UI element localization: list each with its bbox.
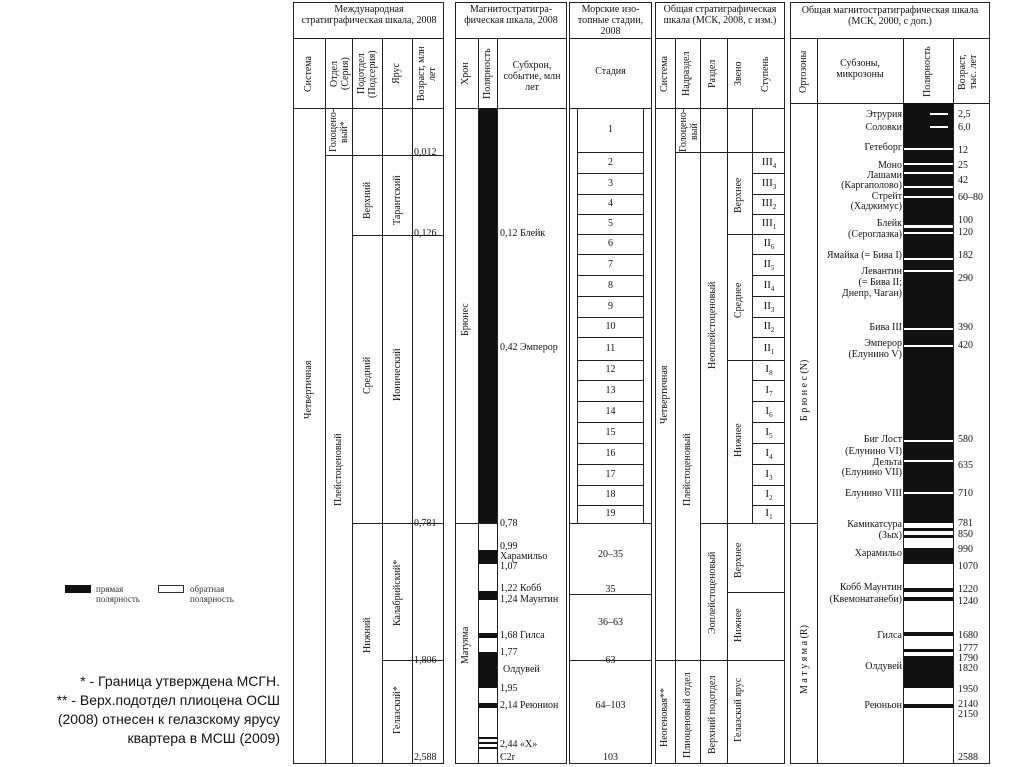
mis-stage-label: 14 <box>605 406 616 417</box>
col5-age-label: 1820 <box>958 663 978 674</box>
step-index: 4 <box>772 162 777 171</box>
mis-stage-label: 17 <box>605 469 616 480</box>
step-roman: II <box>763 300 771 312</box>
step-index: 2 <box>769 494 773 503</box>
step-roman: II <box>763 320 771 332</box>
col2-event-blake: 0,12 Блейк <box>500 228 546 239</box>
col2-h-subchron: Субхрон, событие, млн лет <box>503 60 561 93</box>
col4-gelasian: Гелазский ярус <box>733 677 744 743</box>
col5-polarity-break <box>904 492 953 494</box>
step-label <box>753 321 785 336</box>
col4-title: Общая стратиграфическая шкала (МСК, 2008, с изм.) <box>663 4 777 26</box>
col5-polarity-kamikatsura <box>904 528 953 531</box>
col5-subzone-label: Моно <box>878 160 902 171</box>
legend-direct-label: прямая полярность <box>96 584 140 604</box>
mis-stage-label: 3 <box>608 178 613 189</box>
footnotes <box>12 672 280 748</box>
col5-matuyama: М а т у я м а (R) <box>799 625 810 695</box>
col5-subzone-label: Соловки <box>865 122 902 133</box>
col5-subzone-label: Гетеборг <box>864 142 902 153</box>
col4-pleistocene: Плейстоценовый <box>682 433 693 507</box>
col2-polarity-x3 <box>479 747 497 749</box>
step-index: 4 <box>769 453 773 462</box>
col1-middle: Средний <box>362 356 373 394</box>
step-roman: I <box>765 447 770 459</box>
col4-holocene: Голоцено-вый <box>678 108 700 152</box>
legend-reverse-swatch <box>158 585 184 593</box>
col2-polarity-x2 <box>479 742 497 744</box>
col5-subzone-label: Елунино VIII <box>845 488 902 499</box>
mis-stage-label: 12 <box>605 364 616 375</box>
step-roman: II <box>763 258 771 270</box>
step-index: 3 <box>769 474 773 483</box>
col5-age-label: 182 <box>958 250 973 261</box>
step-index: 4 <box>770 285 775 294</box>
col3-range-2: 35 <box>605 584 616 595</box>
col5-polarity-zyh <box>904 535 953 538</box>
col4-h-system: Система <box>659 56 670 92</box>
col5-age-label: 1950 <box>958 684 978 695</box>
col3-range-4: 63 <box>605 655 616 666</box>
col5-age-label: 580 <box>958 434 973 445</box>
col2-brunhes: Брюнес <box>460 303 471 337</box>
footnote-1: * - Граница утверждена МСГН. <box>80 673 280 689</box>
col5-subzone-label: Левантин <box>861 266 902 277</box>
col5-polarity-break <box>904 225 953 228</box>
step-label <box>753 259 785 274</box>
col1-holocene: Голоцено-вый* <box>328 108 350 152</box>
step-roman: I <box>765 384 770 396</box>
mis-stage-label: 10 <box>605 321 616 332</box>
col4-h-dept: Раздел <box>707 59 718 89</box>
col1-upper: Верхний <box>362 181 373 219</box>
step-index: 3 <box>772 183 777 192</box>
col5-polarity-1777 <box>904 649 953 652</box>
step-label <box>753 508 785 523</box>
col4-upper-pliocene: Верхний подотдел <box>707 675 718 754</box>
col4-neogene: Неогеновая** <box>659 687 670 748</box>
col5-age-label: 12 <box>958 145 968 156</box>
col5-polarity-break <box>904 148 953 150</box>
col2-matuyama: Матуяма <box>460 626 471 664</box>
step-roman: II <box>763 342 771 354</box>
col5-subzone-label: (Сероглазка) <box>847 229 902 240</box>
step-roman: III <box>761 217 773 229</box>
step-label <box>753 448 785 463</box>
col5-subzone-label: Гилса <box>877 630 902 641</box>
col1-h-subdept: Подотдел (Подсерия) <box>356 50 378 98</box>
col1-age-5: 2,588 <box>414 752 437 763</box>
col1-h-system: Система <box>303 56 314 92</box>
col5-polarity-break <box>904 196 953 198</box>
footnote-4: квартера в МСШ (2009) <box>127 730 280 746</box>
col4-neopleistocene: Неоплейстоценовый <box>707 281 718 369</box>
step-roman: I <box>765 363 770 375</box>
step-label <box>753 385 785 400</box>
col2-event-jaramillo: Харамильо <box>500 551 548 562</box>
step-index: 5 <box>770 264 775 273</box>
col4-middle-n: Среднее <box>733 282 744 318</box>
col1-age-1: 0,012 <box>414 147 437 158</box>
col5-age-label: 290 <box>958 273 973 284</box>
col5-age-label: 1680 <box>958 630 978 641</box>
col5-polarity-mountain <box>904 597 953 601</box>
step-label <box>753 301 785 316</box>
col5-subzone-label: Ямайка (= Бива I) <box>826 250 902 261</box>
mis-stage-label: 4 <box>608 198 613 209</box>
col5-age-label: 120 <box>958 227 973 238</box>
col5-age-label: 781 <box>958 518 973 529</box>
legend-reverse-label: обратная полярность <box>190 584 234 604</box>
col5-polarity-break <box>904 460 953 462</box>
mis-stage-label: 11 <box>605 343 616 354</box>
mis-stage-label: 15 <box>605 427 616 438</box>
col5-polarity-olduvai <box>904 656 953 688</box>
mis-stage-label: 18 <box>605 489 616 500</box>
step-index: 6 <box>769 411 773 420</box>
col2-event-099: 0,99 <box>500 541 518 552</box>
col1-age-4: 1,806 <box>414 655 437 666</box>
col2-event-mountain: 1,24 Маунтин <box>500 594 559 605</box>
step-roman: I <box>765 488 770 500</box>
col3-range-6: 103 <box>603 752 618 763</box>
col5-age-label: 990 <box>958 544 973 555</box>
step-roman: III <box>761 156 773 168</box>
col5-subzone-label: Кобб Маунтин <box>839 582 902 593</box>
col2-event-c2r: C2r <box>500 752 515 763</box>
mis-stage-label: 19 <box>605 508 616 519</box>
col5-subzone-label: (Зых) <box>878 530 902 541</box>
step-label <box>753 198 785 213</box>
step-roman: I <box>765 405 770 417</box>
col5-polarity-break <box>904 232 953 234</box>
step-label <box>753 238 785 253</box>
col5-polarity-break <box>904 163 953 165</box>
col1-gelasian: Гелазский* <box>392 686 403 734</box>
col2-event-emperor: 0,42 Эмперор <box>500 342 558 353</box>
col5-subzone-label: (Каргаполово) <box>841 180 902 191</box>
col4-upper-n: Верхнее <box>733 177 744 213</box>
col5-polarity-break <box>904 328 953 330</box>
step-index: 6 <box>770 243 775 252</box>
mis-stage-label: 5 <box>608 218 613 229</box>
col5-age-label: 1220 <box>958 584 978 595</box>
mis-stage-label: 13 <box>605 385 616 396</box>
col5-subzone-label: Дельта <box>872 457 902 468</box>
col5-age-label: 420 <box>958 340 973 351</box>
col1-h-dept: Отдел (Серия) <box>329 57 351 91</box>
col5-age-label: 1070 <box>958 561 978 572</box>
step-label <box>753 489 785 504</box>
col2-h-chron: Хрон <box>460 62 471 86</box>
col5-age-label: 390 <box>958 322 973 333</box>
col5-age-label: 1240 <box>958 596 978 607</box>
col5-subzone-label: (Квемонатанеби) <box>829 594 902 605</box>
step-index: 8 <box>769 369 773 378</box>
col5-age-label: 635 <box>958 460 973 471</box>
col2-event-cobb: 1,22 Кобб <box>500 583 542 594</box>
col1-title: Международная стратиграфическая шкала, 2008 <box>301 4 437 26</box>
step-index: 7 <box>769 390 773 399</box>
col3-title: Морские изо-топные стадии, 2008 <box>577 4 644 37</box>
footnote-3: (2008) отнесен к гелазскому ярусу <box>57 711 280 727</box>
col5-subzone-label: (Хаджимус) <box>850 201 902 212</box>
step-index: 2 <box>772 203 777 212</box>
col5-h-age: Возраст, тыс. лет <box>957 54 979 90</box>
col5-age-label: 42 <box>958 175 968 186</box>
col1-system: Четвертичная <box>303 360 314 420</box>
step-roman: III <box>761 177 773 189</box>
col5-subzone-label: (= Бива II; <box>858 277 902 288</box>
step-label <box>753 178 785 193</box>
col2-title: Магнитостратигра-фическая шкала, 2008 <box>464 4 558 26</box>
col5-h-orthozone: Ортозоны <box>798 50 809 94</box>
col5-subzone-label: Блейк <box>876 218 902 229</box>
col2-polarity-cobb <box>479 591 497 600</box>
col4-quaternary: Четвертичная <box>659 365 670 425</box>
step-roman: III <box>761 197 773 209</box>
col5-subzone-label: (Елунино V) <box>848 349 902 360</box>
mis-stage-label: 9 <box>608 301 613 312</box>
col3-range-1: 20–35 <box>598 549 623 560</box>
col1-h-stage: Ярус <box>391 63 402 85</box>
step-label <box>753 469 785 484</box>
col5-polarity-jaramillo <box>904 548 953 564</box>
col1-ionian: Ионический <box>392 348 403 402</box>
col5-polarity-break <box>904 270 953 272</box>
col2-polarity-brunhes <box>479 108 497 523</box>
col5-subzone-label: (Елунино VI) <box>845 446 902 457</box>
col2-polarity-gilsa <box>479 633 497 638</box>
step-index: 1 <box>770 348 775 357</box>
col1-h-age: Возраст, млн лет <box>416 46 438 102</box>
col2-h-polarity: Полярность <box>482 48 493 100</box>
col5-polarity-reunion <box>904 704 953 708</box>
col5-polarity-break <box>904 258 953 260</box>
col2-event-107: 1,07 <box>500 561 518 572</box>
col5-age-label: 25 <box>958 160 968 171</box>
col5-subzone-label: Этрурия <box>866 109 902 120</box>
col5-polarity-break <box>904 440 953 442</box>
col4-h-superdept: Надраздел <box>681 51 692 97</box>
step-roman: II <box>763 237 771 249</box>
col1-tarant: Тарантский <box>392 175 403 225</box>
col5-polarity-break <box>904 172 953 174</box>
col5-subzone-label: Биг Лост <box>863 434 902 445</box>
col1-pleistocene: Плейстоценовый <box>333 433 344 507</box>
col2-polarity-reunion <box>479 703 497 708</box>
step-index: 5 <box>769 432 773 441</box>
col5-subzone-label: Бива III <box>869 322 902 333</box>
col5-subzone-label: Днепр, Чаган) <box>841 288 902 299</box>
step-index: 2 <box>770 326 775 335</box>
mis-stage-label: 2 <box>608 157 613 168</box>
col5-h-subzone: Субзоны, микрозоны <box>836 58 884 80</box>
col2-event-x: 2,44 «Х» <box>500 739 538 750</box>
col5-subzone-label: Камикатсура <box>847 519 902 530</box>
col3-range-3: 36–63 <box>598 617 623 628</box>
col5-polarity-break <box>930 113 948 115</box>
col5-age-label: 710 <box>958 488 973 499</box>
step-label <box>753 427 785 442</box>
col5-h-polarity: Полярность <box>922 46 933 98</box>
col2-polarity-jaramillo <box>479 550 497 564</box>
col5-polarity-gilsa <box>904 632 953 636</box>
col1-age-2: 0,126 <box>414 228 437 239</box>
step-label <box>753 406 785 421</box>
col5-age-label: 2150 <box>958 709 978 720</box>
col5-subzone-label: Стрейт <box>871 191 902 202</box>
col4-h-step: Ступень <box>760 56 771 92</box>
col3-h-stage: Стадия <box>595 66 626 77</box>
col4-eopleistocene: Эоплейстоценовый <box>707 551 718 634</box>
col5-age-label: 2,5 <box>958 109 971 120</box>
step-label <box>753 364 785 379</box>
col4-lower-n: Нижнее <box>733 423 744 457</box>
col1-age-3: 0,781 <box>414 518 437 529</box>
step-roman: II <box>763 279 771 291</box>
col5-age-label: 850 <box>958 529 973 540</box>
col5-age-label: 2140 <box>958 699 978 710</box>
step-label <box>753 157 785 172</box>
step-index: 3 <box>770 306 775 315</box>
step-roman: I <box>765 507 770 519</box>
mis-stage-label: 7 <box>608 259 613 270</box>
col2-polarity-x1 <box>479 737 497 739</box>
col5-age-label: 1790 <box>958 653 978 664</box>
col5-age-label: 6,0 <box>958 122 971 133</box>
col4-lower-e: Нижнее <box>733 608 744 642</box>
col5-subzone-label: Олдувей <box>865 661 902 672</box>
step-roman: I <box>765 468 770 480</box>
col1-calabrian: Калабрийский* <box>392 559 403 626</box>
col5-subzone-label: Эмперор <box>864 338 902 349</box>
col5-polarity-break <box>930 126 948 128</box>
col5-age-label: 100 <box>958 215 973 226</box>
col5-subzone-label: Лашами <box>866 170 902 181</box>
col5-brunhes: Б р ю н е с (N) <box>799 359 810 421</box>
col5-subzone-label: Харамильо <box>854 548 902 559</box>
mis-stage-label: 8 <box>608 280 613 291</box>
col5-subzone-label: (Елунино VII) <box>841 467 902 478</box>
col5-age-label: 2588 <box>958 752 978 763</box>
col2-event-olduvai: Олдувей <box>503 664 540 675</box>
col5-age-label: 1777 <box>958 643 978 654</box>
col2-event-reunion: 2,14 Реюнион <box>500 700 559 711</box>
legend-direct-swatch <box>65 585 91 593</box>
col5-age-label: 60–80 <box>958 192 983 203</box>
col4-upper-e: Верхнее <box>733 542 744 578</box>
col4-h-link: Звено <box>733 61 744 87</box>
col5-polarity-cobb <box>904 588 953 592</box>
col5-subzone-label: Реюньон <box>864 700 902 711</box>
col5-polarity-break <box>904 186 953 188</box>
col1-lower: Нижний <box>362 617 373 653</box>
step-label <box>753 343 785 358</box>
step-label <box>753 218 785 233</box>
col3-range-5: 64–103 <box>595 700 626 711</box>
footnote-2: ** - Верх.подотдел плиоцена ОСШ <box>56 692 280 708</box>
mis-stage-label: 6 <box>608 238 613 249</box>
col5-polarity-break <box>904 345 953 347</box>
mis-stage-label: 16 <box>605 448 616 459</box>
step-index: 1 <box>769 513 773 522</box>
step-index: 1 <box>772 223 777 232</box>
col5-title: Общая магнитостратиграфическая шкала (МСК, 2000, с доп.) <box>801 5 979 27</box>
step-roman: I <box>765 426 770 438</box>
col2-event-078: 0,78 <box>500 518 518 529</box>
col4-pliocene: Плиоценовый отдел <box>682 672 693 758</box>
col2-event-195: 1,95 <box>500 683 518 694</box>
col2-polarity-olduvai <box>479 652 497 688</box>
col2-event-gilsa: 1,68 Гилса <box>500 630 545 641</box>
mis-stage-label: 1 <box>608 124 613 135</box>
step-label <box>753 280 785 295</box>
col2-event-177: 1,77 <box>500 647 518 658</box>
